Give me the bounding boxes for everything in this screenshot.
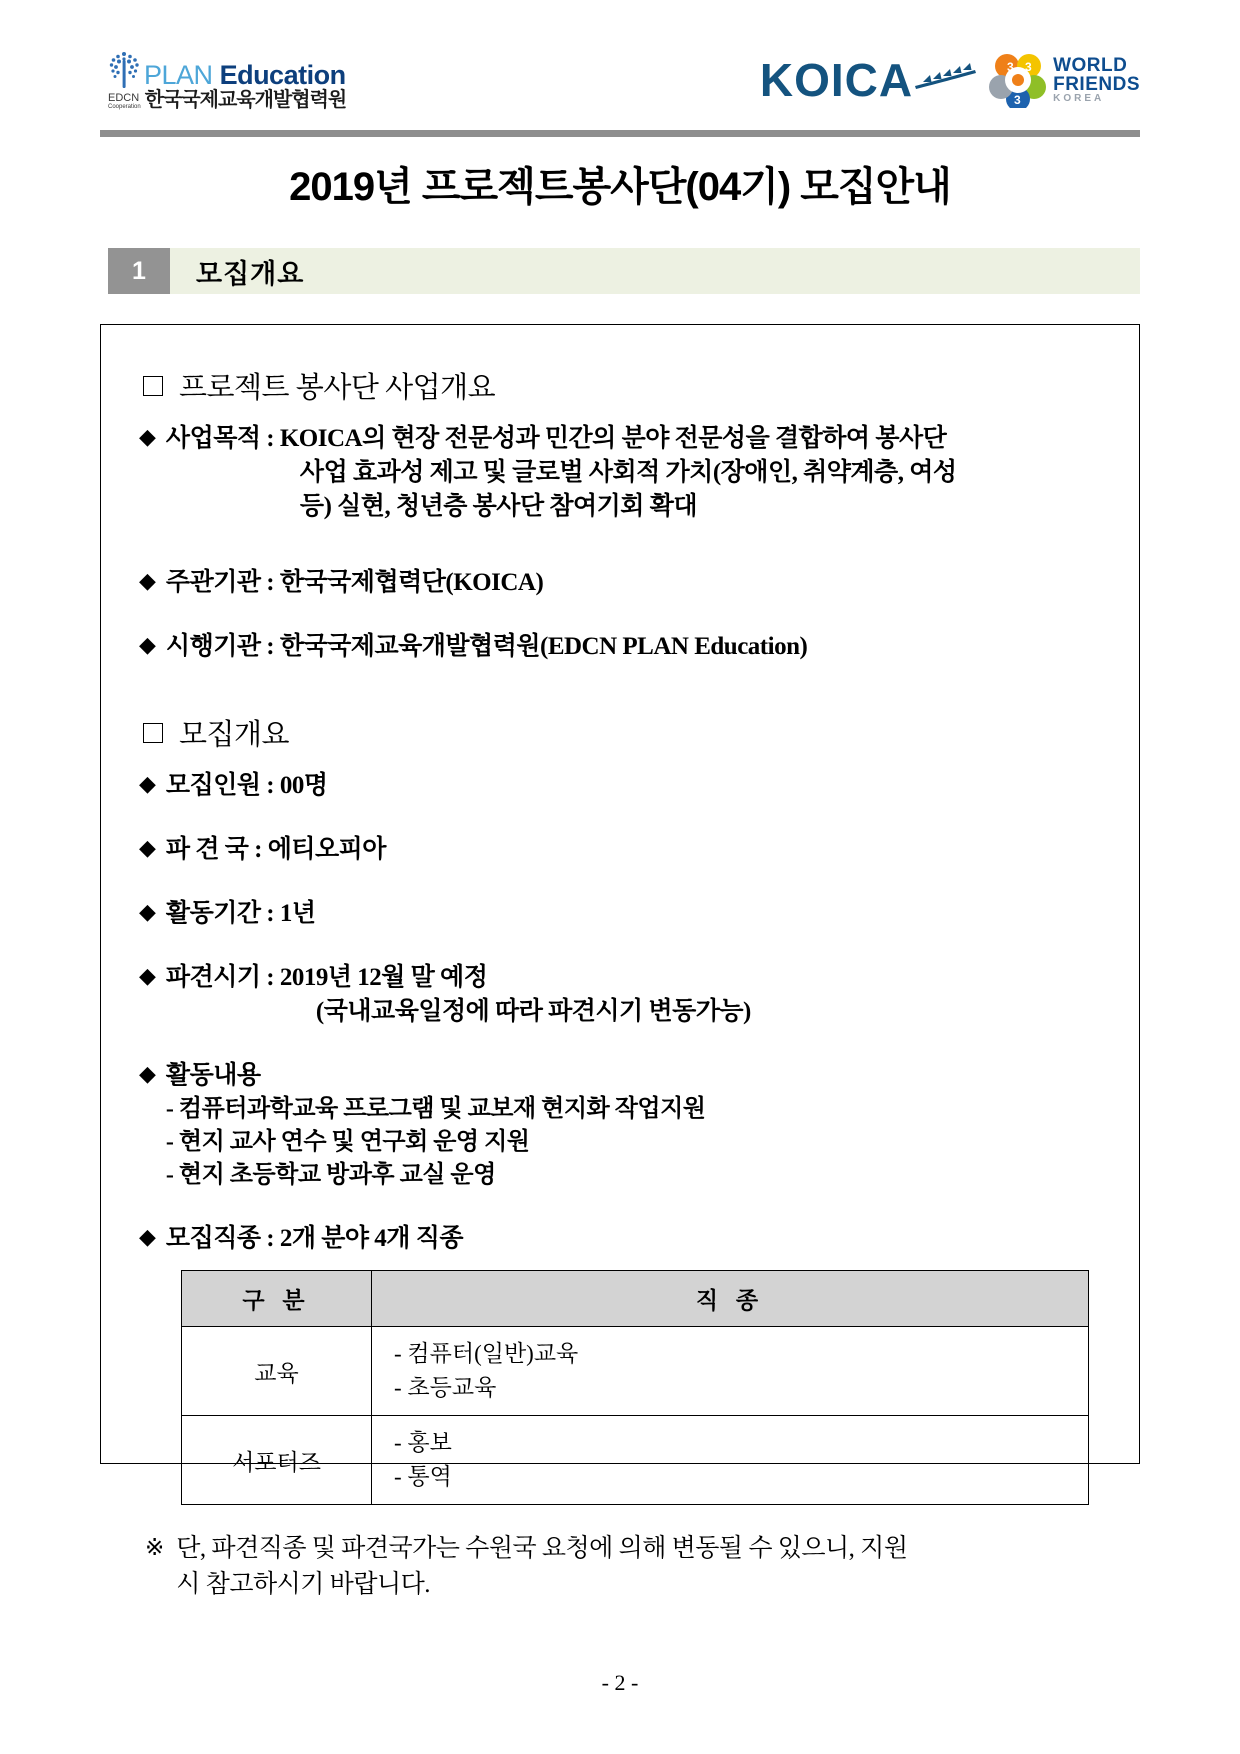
activity-item: - 현지 교사 연수 및 연구회 운영 지원 — [165, 1129, 530, 1155]
diamond-bullet-icon: ◆ — [139, 835, 156, 860]
activities-label: 활동내용 — [165, 1062, 261, 1089]
list-item-text: 시행기관 : 한국국제교육개발협력원(EDCN PLAN Education) — [165, 633, 808, 660]
dispatch-line1: 파견시기 : 2019년 12월 말 예정 — [165, 964, 488, 991]
purpose-line1: 사업목적 : KOICA의 현장 전문성과 민간의 분야 전문성을 결합하여 봉사단 — [165, 425, 947, 452]
square-bullet-icon — [143, 376, 163, 396]
list-item-text — [166, 961, 751, 1029]
plan-word: PLAN — [144, 59, 213, 90]
list-item-job-types — [139, 1222, 1113, 1256]
section-title-label: 모집개요 — [170, 248, 1140, 294]
footnote-text — [176, 1531, 907, 1603]
subheading-text: 모집개요 — [179, 719, 290, 751]
logo-header — [100, 40, 1140, 120]
list-item-text: 모집직종 : 2개 분야 4개 직종 — [165, 1225, 463, 1252]
diamond-bullet-icon: ◆ — [139, 424, 156, 449]
header-divider-rule — [100, 130, 1140, 137]
reference-mark-icon: ※ — [145, 1535, 165, 1560]
content-box — [100, 324, 1140, 1598]
square-bullet-icon — [143, 723, 163, 743]
table-row — [182, 1416, 1089, 1505]
list-item-dispatch-date — [139, 961, 1113, 1029]
edcn-korean-name: 한국국제교육개발협력원 — [144, 88, 347, 111]
list-item-purpose — [139, 422, 1113, 524]
footnote-line1: 단, 파견직종 및 파견국가는 수원국 요청에 의해 변동될 수 있으니, 지원 — [176, 1535, 908, 1562]
edcn-abbr-sub: Cooperation — [108, 103, 141, 110]
diamond-bullet-icon: ◆ — [139, 1224, 156, 1249]
column-header-jobs: 직 종 — [372, 1271, 1089, 1327]
job-entry: - 통역 — [394, 1464, 452, 1489]
list-item-activities — [139, 1059, 1113, 1192]
dispatch-line2: (국내교육일정에 따라 파견시기 변동가능) — [315, 998, 751, 1025]
list-item-host-org — [139, 566, 1113, 600]
plan-education-logo — [100, 51, 346, 110]
list-item-country — [139, 833, 1113, 867]
page-number: - 2 - — [601, 1670, 639, 1695]
activity-item: - 현지 초등학교 방과후 교실 운영 — [165, 1162, 496, 1188]
section-number-badge: 1 — [108, 248, 170, 294]
list-item-duration — [139, 897, 1113, 931]
plan-education-tree-icon — [108, 51, 142, 89]
wf-line-world: WORLD — [1053, 55, 1128, 76]
list-item-headcount — [139, 769, 1113, 803]
activities-dash-list — [166, 1093, 706, 1192]
world-friends-wordmark — [1053, 56, 1140, 104]
koica-wordmark: KOICA — [759, 54, 914, 106]
diamond-bullet-icon: ◆ — [139, 568, 156, 593]
subheading-project-overview — [143, 365, 1113, 406]
job-entry: - 초등교육 — [394, 1375, 497, 1400]
section-header — [108, 248, 1140, 294]
list-item-text — [166, 1059, 706, 1192]
education-word: Education — [219, 59, 346, 90]
job-entry: - 컴퓨터(일반)교육 — [394, 1341, 579, 1366]
svg-text:3: 3 — [1007, 60, 1014, 74]
cell-jobs — [372, 1416, 1089, 1505]
list-item-text: 모집인원 : 00명 — [165, 772, 328, 799]
wf-line-korea: KOREA — [1053, 93, 1105, 104]
subheading-text: 프로젝트 봉사단 사업개요 — [179, 372, 496, 404]
purpose-line2: 사업 효과성 제고 및 글로벌 사회적 가치(장애인, 취약계층, 여성 — [299, 459, 957, 486]
wf-line-friends: FRIENDS — [1053, 74, 1140, 95]
diamond-bullet-icon: ◆ — [139, 632, 156, 657]
edcn-abbr-text: EDCN — [108, 91, 140, 104]
diamond-bullet-icon: ◆ — [139, 899, 156, 924]
cell-jobs — [372, 1327, 1089, 1416]
world-friends-flower-icon — [989, 52, 1047, 108]
list-item-text: 파 견 국 : 에티오피아 — [165, 836, 386, 863]
edcn-line — [108, 90, 346, 110]
koica-wheat-leaf-icon — [913, 60, 983, 100]
svg-text:3: 3 — [1025, 60, 1032, 74]
subheading-recruitment-overview — [143, 712, 1113, 753]
footnote — [145, 1531, 1113, 1603]
koica-world-friends-logo — [760, 52, 1140, 108]
diamond-bullet-icon: ◆ — [139, 963, 156, 988]
diamond-bullet-icon: ◆ — [139, 1061, 156, 1086]
purpose-line3: 등) 실현, 청년층 봉사단 참여기회 확대 — [299, 493, 697, 520]
edcn-abbr — [108, 93, 141, 110]
plan-brand-line — [108, 51, 346, 89]
activity-item: - 컴퓨터과학교육 프로그램 및 교보재 현지화 작업지원 — [165, 1096, 706, 1122]
svg-text:3: 3 — [1014, 93, 1021, 107]
cell-category: 교육 — [182, 1327, 372, 1416]
list-item-text: 활동기간 : 1년 — [165, 900, 316, 927]
list-item-text — [166, 422, 957, 524]
job-entry: - 홍보 — [394, 1430, 452, 1455]
list-item-text: 주관기관 : 한국국제협력단(KOICA) — [165, 569, 544, 596]
diamond-bullet-icon: ◆ — [139, 771, 156, 796]
cell-category: 서포터즈 — [182, 1416, 372, 1505]
plan-education-wordmark — [144, 59, 346, 90]
page-title: 2019년 프로젝트봉사단(04기) 모집안내 — [289, 165, 951, 209]
table-row — [182, 1327, 1089, 1416]
job-types-table — [181, 1270, 1089, 1505]
table-header-row — [182, 1271, 1089, 1327]
list-item-executing-org — [139, 630, 1113, 664]
footnote-line2: 시 참고하시기 바랍니다. — [176, 1571, 431, 1598]
column-header-category: 구 분 — [182, 1271, 372, 1327]
